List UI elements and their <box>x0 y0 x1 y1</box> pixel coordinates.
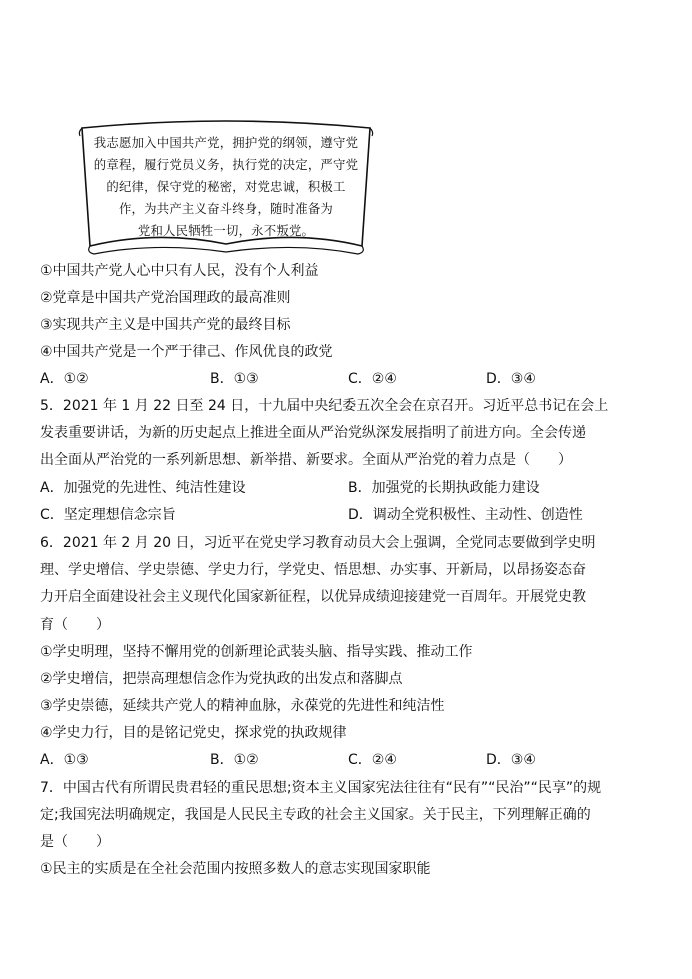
q6-stem-line: 6．2021 年 2 月 20 日，习近平在党史学习教育动员大会上强调，全党同志要做到学史明 <box>40 535 596 551</box>
q4-option-a[interactable]: A．①② <box>40 371 89 387</box>
q4-statement-2: ②党章是中国共产党治国理政的最高准则 <box>40 290 291 306</box>
q6-statement-3: ③学史崇德，延续共产党人的精神血脉，永葆党的先进性和纯洁性 <box>40 698 445 714</box>
oath-text <box>90 132 362 242</box>
q6-stem-line: 理、学史增信、学史崇德、学史力行，学党史、悟思想、办实事、开新局，以昂扬姿态奋 <box>40 562 586 578</box>
q5-stem-line: 出全面从严治党的一系列新思想、新举措、新要求。全面从严治党的着力点是（ ） <box>40 452 572 468</box>
q4-option-c[interactable]: C．②④ <box>348 371 397 387</box>
oath-line: 党和人民牺牲一切，永不叛党。 <box>137 223 315 238</box>
q6-option-c[interactable]: C．②④ <box>348 752 397 768</box>
q4-statement-3: ③实现共产主义是中国共产党的最终目标 <box>40 317 291 333</box>
q4-option-b[interactable]: B．①③ <box>210 371 259 387</box>
oath-line: 的章程，履行党员义务，执行党的决定，严守党 <box>93 157 359 172</box>
q6-option-a[interactable]: A．①③ <box>40 752 89 768</box>
oath-line: 的纪律，保守党的秘密，对党忠诚，积极工 <box>106 179 346 194</box>
oath-scroll-figure <box>76 118 376 258</box>
q5-stem-line: 5．2021 年 1 月 22 日至 24 日，十九届中央纪委五次全会在京召开。习近平总书记在会上 <box>40 398 609 414</box>
q5-option-a[interactable]: A．加强党的先进性、纯洁性建设 <box>40 480 246 496</box>
q7-statement-1: ①民主的实质是在全社会范围内按照多数人的意志实现国家职能 <box>40 861 431 877</box>
q4-statement-1: ①中国共产党人心中只有人民，没有个人利益 <box>40 263 319 279</box>
q7-stem-line: 定;我国宪法明确规定，我国是人民民主专政的社会主义国家。关于民主，下列理解正确的 <box>40 807 591 823</box>
q6-statement-2: ②学史增信，把崇高理想信念作为党执政的出发点和落脚点 <box>40 671 403 687</box>
q6-option-b[interactable]: B．①② <box>210 752 259 768</box>
q5-option-b[interactable]: B．加强党的长期执政能力建设 <box>348 480 540 496</box>
q6-stem-line: 力开启全面建设社会主义现代化国家新征程，以优异成绩迎接建党一百周年。开展党史教 <box>40 589 586 605</box>
q6-option-d[interactable]: D．③④ <box>486 752 536 768</box>
q6-statement-1: ①学史明理，坚持不懈用党的创新理论武装头脑、指导实践、推动工作 <box>40 644 473 660</box>
oath-line: 我志愿加入中国共产党，拥护党的纲领，遵守党 <box>93 135 359 150</box>
q7-stem-line: 是（ ） <box>40 834 110 850</box>
q4-option-d[interactable]: D．③④ <box>486 371 536 387</box>
q5-option-d[interactable]: D．调动全党积极性、主动性、创造性 <box>348 507 583 523</box>
q7-stem-line: 7．中国古代有所谓民贵君轻的重民思想;资本主义国家宪法往往有“民有”“民治”“民享”的规 <box>40 780 602 796</box>
q6-stem-line: 育（ ） <box>40 617 110 633</box>
q6-statement-4: ④学史力行，目的是铭记党史，探求党的执政规律 <box>40 725 347 741</box>
oath-line: 作，为共产主义奋斗终身，随时准备为 <box>118 201 334 216</box>
q5-stem-line: 发表重要讲话，为新的历史起点上推进全面从严治党纵深发展指明了前进方向。全会传递 <box>40 425 586 441</box>
q4-statement-4: ④中国共产党是一个严于律己、作风优良的政党 <box>40 344 333 360</box>
q5-option-c[interactable]: C．坚定理想信念宗旨 <box>40 507 176 523</box>
